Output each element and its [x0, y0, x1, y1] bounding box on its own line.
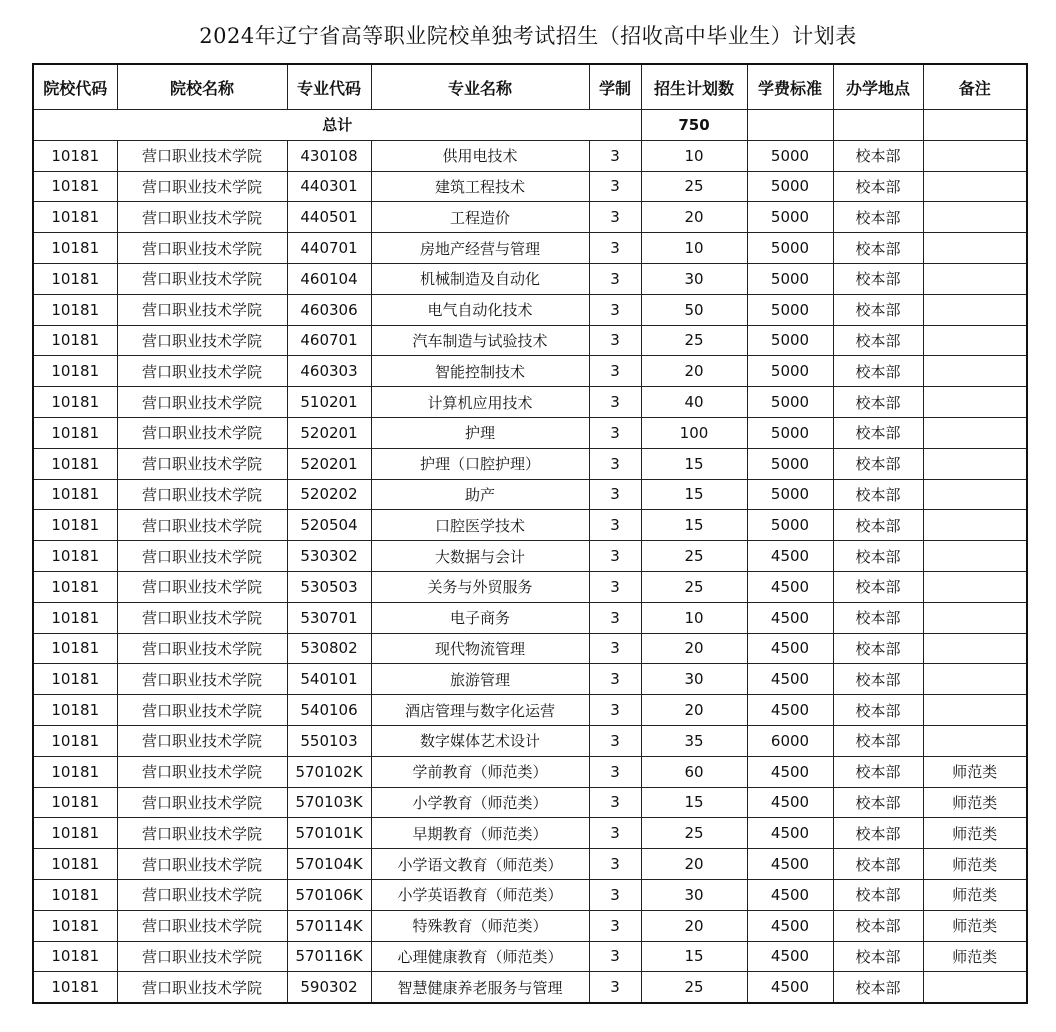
cell-plan-count: 25: [641, 541, 747, 572]
cell-remarks: [923, 695, 1027, 726]
cell-major-name: 建筑工程技术: [371, 171, 589, 202]
cell-major-code: 570101K: [287, 818, 371, 849]
table-row: [33, 756, 1027, 787]
cell-school-name: 营口职业技术学院: [117, 263, 287, 294]
cell-location: 校本部: [833, 171, 923, 202]
cell-duration: 3: [589, 202, 641, 233]
cell-major-name: 智能控制技术: [371, 356, 589, 387]
cell-school-code: 10181: [33, 849, 117, 880]
cell-remarks: [923, 233, 1027, 264]
cell-plan-count: 35: [641, 725, 747, 756]
cell-duration: 3: [589, 633, 641, 664]
cell-location: 校本部: [833, 325, 923, 356]
cell-school-name: 营口职业技术学院: [117, 879, 287, 910]
cell-major-code: 510201: [287, 387, 371, 418]
cell-duration: 3: [589, 787, 641, 818]
cell-major-code: 540106: [287, 695, 371, 726]
cell-school-name: 营口职业技术学院: [117, 695, 287, 726]
table-row: [33, 633, 1027, 664]
cell-tuition: 4500: [747, 787, 833, 818]
cell-major-name: 汽车制造与试验技术: [371, 325, 589, 356]
cell-major-code: 570104K: [287, 849, 371, 880]
table-row: [33, 263, 1027, 294]
cell-duration: 3: [589, 479, 641, 510]
cell-school-name: 营口职业技术学院: [117, 325, 287, 356]
cell-remarks: [923, 448, 1027, 479]
cell-school-name: 营口职业技术学院: [117, 541, 287, 572]
cell-school-name: 营口职业技术学院: [117, 633, 287, 664]
cell-location: 校本部: [833, 263, 923, 294]
cell-duration: 3: [589, 818, 641, 849]
cell-plan-count: 60: [641, 756, 747, 787]
cell-location: 校本部: [833, 756, 923, 787]
cell-location: 校本部: [833, 387, 923, 418]
cell-plan-count: 15: [641, 510, 747, 541]
cell-major-name: 学前教育（师范类）: [371, 756, 589, 787]
cell-major-name: 电气自动化技术: [371, 294, 589, 325]
cell-duration: 3: [589, 325, 641, 356]
cell-plan-count: 40: [641, 387, 747, 418]
cell-school-code: 10181: [33, 941, 117, 972]
cell-school-name: 营口职业技术学院: [117, 818, 287, 849]
cell-duration: 3: [589, 972, 641, 1003]
cell-duration: 3: [589, 695, 641, 726]
cell-remarks: [923, 325, 1027, 356]
total-empty-cell: [923, 110, 1027, 141]
cell-school-code: 10181: [33, 633, 117, 664]
cell-remarks: [923, 417, 1027, 448]
cell-major-code: 520504: [287, 510, 371, 541]
cell-major-code: 460306: [287, 294, 371, 325]
cell-remarks: [923, 725, 1027, 756]
cell-location: 校本部: [833, 356, 923, 387]
cell-remarks: [923, 633, 1027, 664]
cell-tuition: 5000: [747, 171, 833, 202]
cell-major-name: 现代物流管理: [371, 633, 589, 664]
cell-tuition: 5000: [747, 325, 833, 356]
cell-remarks: 师范类: [923, 910, 1027, 941]
cell-major-name: 关务与外贸服务: [371, 571, 589, 602]
cell-location: 校本部: [833, 972, 923, 1003]
cell-remarks: [923, 356, 1027, 387]
cell-tuition: 4500: [747, 910, 833, 941]
cell-school-name: 营口职业技术学院: [117, 602, 287, 633]
cell-school-name: 营口职业技术学院: [117, 725, 287, 756]
cell-location: 校本部: [833, 294, 923, 325]
cell-location: 校本部: [833, 664, 923, 695]
cell-duration: 3: [589, 263, 641, 294]
cell-remarks: [923, 664, 1027, 695]
cell-remarks: [923, 602, 1027, 633]
cell-school-code: 10181: [33, 725, 117, 756]
table-row: [33, 571, 1027, 602]
cell-major-name: 小学教育（师范类）: [371, 787, 589, 818]
cell-plan-count: 25: [641, 818, 747, 849]
cell-location: 校本部: [833, 879, 923, 910]
cell-location: 校本部: [833, 541, 923, 572]
cell-tuition: 4500: [747, 849, 833, 880]
header-remarks: 备注: [923, 64, 1027, 110]
cell-major-code: 440701: [287, 233, 371, 264]
cell-location: 校本部: [833, 941, 923, 972]
cell-school-code: 10181: [33, 140, 117, 171]
cell-tuition: 5000: [747, 479, 833, 510]
cell-school-name: 营口职业技术学院: [117, 387, 287, 418]
cell-plan-count: 25: [641, 571, 747, 602]
cell-tuition: 5000: [747, 510, 833, 541]
table-row: [33, 510, 1027, 541]
cell-school-name: 营口职业技术学院: [117, 202, 287, 233]
cell-tuition: 4500: [747, 756, 833, 787]
cell-major-code: 460104: [287, 263, 371, 294]
cell-school-code: 10181: [33, 602, 117, 633]
cell-duration: 3: [589, 910, 641, 941]
cell-major-code: 530802: [287, 633, 371, 664]
cell-location: 校本部: [833, 140, 923, 171]
table-row: [33, 695, 1027, 726]
cell-plan-count: 25: [641, 972, 747, 1003]
total-value: 750: [641, 110, 747, 141]
cell-location: 校本部: [833, 818, 923, 849]
cell-tuition: 6000: [747, 725, 833, 756]
total-row: [33, 110, 1027, 141]
cell-school-code: 10181: [33, 202, 117, 233]
cell-tuition: 4500: [747, 879, 833, 910]
cell-major-code: 570114K: [287, 910, 371, 941]
cell-remarks: [923, 541, 1027, 572]
header-major-code: 专业代码: [287, 64, 371, 110]
cell-tuition: 4500: [747, 818, 833, 849]
cell-tuition: 4500: [747, 664, 833, 695]
cell-tuition: 5000: [747, 417, 833, 448]
cell-school-name: 营口职业技术学院: [117, 972, 287, 1003]
cell-school-code: 10181: [33, 448, 117, 479]
cell-major-code: 430108: [287, 140, 371, 171]
cell-remarks: 师范类: [923, 849, 1027, 880]
cell-remarks: 师范类: [923, 756, 1027, 787]
cell-major-name: 口腔医学技术: [371, 510, 589, 541]
cell-major-code: 460701: [287, 325, 371, 356]
cell-school-code: 10181: [33, 263, 117, 294]
cell-duration: 3: [589, 387, 641, 418]
enrollment-plan-table: [32, 63, 1028, 1004]
cell-plan-count: 10: [641, 233, 747, 264]
cell-duration: 3: [589, 725, 641, 756]
cell-major-name: 供用电技术: [371, 140, 589, 171]
cell-major-name: 酒店管理与数字化运营: [371, 695, 589, 726]
cell-tuition: 4500: [747, 602, 833, 633]
cell-school-name: 营口职业技术学院: [117, 571, 287, 602]
cell-location: 校本部: [833, 910, 923, 941]
cell-major-code: 570116K: [287, 941, 371, 972]
cell-remarks: [923, 479, 1027, 510]
cell-plan-count: 20: [641, 633, 747, 664]
header-duration: 学制: [589, 64, 641, 110]
cell-plan-count: 20: [641, 849, 747, 880]
cell-school-code: 10181: [33, 879, 117, 910]
cell-remarks: [923, 140, 1027, 171]
cell-major-code: 520201: [287, 448, 371, 479]
cell-duration: 3: [589, 879, 641, 910]
header-major-name: 专业名称: [371, 64, 589, 110]
cell-tuition: 5000: [747, 263, 833, 294]
total-label: 总计: [33, 110, 641, 141]
table-row: [33, 972, 1027, 1003]
cell-school-code: 10181: [33, 756, 117, 787]
table-row: [33, 387, 1027, 418]
cell-major-name: 智慧健康养老服务与管理: [371, 972, 589, 1003]
cell-location: 校本部: [833, 202, 923, 233]
cell-major-name: 工程造价: [371, 202, 589, 233]
cell-school-code: 10181: [33, 695, 117, 726]
cell-school-name: 营口职业技术学院: [117, 448, 287, 479]
table-row: [33, 448, 1027, 479]
table-row: [33, 233, 1027, 264]
cell-remarks: [923, 510, 1027, 541]
cell-major-code: 520201: [287, 417, 371, 448]
cell-plan-count: 15: [641, 941, 747, 972]
cell-tuition: 5000: [747, 294, 833, 325]
cell-location: 校本部: [833, 571, 923, 602]
cell-tuition: 4500: [747, 633, 833, 664]
cell-school-code: 10181: [33, 356, 117, 387]
cell-major-code: 570103K: [287, 787, 371, 818]
cell-plan-count: 10: [641, 140, 747, 171]
cell-school-code: 10181: [33, 910, 117, 941]
cell-school-name: 营口职业技术学院: [117, 941, 287, 972]
cell-school-code: 10181: [33, 171, 117, 202]
cell-school-code: 10181: [33, 325, 117, 356]
cell-major-name: 数字媒体艺术设计: [371, 725, 589, 756]
cell-remarks: [923, 387, 1027, 418]
cell-major-name: 早期教育（师范类）: [371, 818, 589, 849]
cell-tuition: 5000: [747, 448, 833, 479]
cell-remarks: [923, 972, 1027, 1003]
cell-location: 校本部: [833, 602, 923, 633]
cell-tuition: 4500: [747, 972, 833, 1003]
cell-major-name: 特殊教育（师范类）: [371, 910, 589, 941]
table-row: [33, 171, 1027, 202]
cell-major-name: 心理健康教育（师范类）: [371, 941, 589, 972]
cell-major-code: 590302: [287, 972, 371, 1003]
cell-remarks: [923, 263, 1027, 294]
header-location: 办学地点: [833, 64, 923, 110]
table-row: [33, 664, 1027, 695]
cell-plan-count: 15: [641, 787, 747, 818]
cell-tuition: 5000: [747, 356, 833, 387]
cell-tuition: 4500: [747, 941, 833, 972]
cell-school-name: 营口职业技术学院: [117, 171, 287, 202]
cell-school-code: 10181: [33, 233, 117, 264]
cell-location: 校本部: [833, 233, 923, 264]
cell-location: 校本部: [833, 510, 923, 541]
cell-school-code: 10181: [33, 571, 117, 602]
cell-school-name: 营口职业技术学院: [117, 294, 287, 325]
cell-plan-count: 30: [641, 879, 747, 910]
cell-school-code: 10181: [33, 972, 117, 1003]
cell-tuition: 4500: [747, 541, 833, 572]
cell-major-code: 440501: [287, 202, 371, 233]
cell-duration: 3: [589, 448, 641, 479]
table-row: [33, 417, 1027, 448]
cell-major-code: 540101: [287, 664, 371, 695]
table-row: [33, 910, 1027, 941]
cell-duration: 3: [589, 541, 641, 572]
cell-school-name: 营口职业技术学院: [117, 479, 287, 510]
cell-major-name: 电子商务: [371, 602, 589, 633]
cell-plan-count: 20: [641, 202, 747, 233]
cell-tuition: 4500: [747, 571, 833, 602]
cell-major-code: 550103: [287, 725, 371, 756]
cell-duration: 3: [589, 756, 641, 787]
cell-duration: 3: [589, 510, 641, 541]
cell-duration: 3: [589, 571, 641, 602]
cell-plan-count: 30: [641, 664, 747, 695]
cell-major-name: 小学语文教育（师范类）: [371, 849, 589, 880]
cell-duration: 3: [589, 417, 641, 448]
cell-remarks: 师范类: [923, 787, 1027, 818]
cell-school-code: 10181: [33, 479, 117, 510]
cell-major-name: 护理: [371, 417, 589, 448]
cell-location: 校本部: [833, 849, 923, 880]
table-row: [33, 849, 1027, 880]
cell-remarks: 师范类: [923, 941, 1027, 972]
table-row: [33, 202, 1027, 233]
table-row: [33, 325, 1027, 356]
table-row: [33, 541, 1027, 572]
cell-plan-count: 50: [641, 294, 747, 325]
cell-plan-count: 20: [641, 910, 747, 941]
cell-major-name: 房地产经营与管理: [371, 233, 589, 264]
header-row: [33, 64, 1027, 110]
cell-school-code: 10181: [33, 510, 117, 541]
cell-major-name: 助产: [371, 479, 589, 510]
cell-major-code: 520202: [287, 479, 371, 510]
cell-major-code: 530302: [287, 541, 371, 572]
table-row: [33, 479, 1027, 510]
table-row: [33, 294, 1027, 325]
cell-school-name: 营口职业技术学院: [117, 417, 287, 448]
cell-major-code: 530701: [287, 602, 371, 633]
cell-tuition: 5000: [747, 233, 833, 264]
cell-tuition: 4500: [747, 695, 833, 726]
table-row: [33, 941, 1027, 972]
cell-location: 校本部: [833, 695, 923, 726]
cell-school-name: 营口职业技术学院: [117, 849, 287, 880]
cell-duration: 3: [589, 941, 641, 972]
cell-remarks: [923, 202, 1027, 233]
cell-major-code: 570106K: [287, 879, 371, 910]
cell-school-code: 10181: [33, 387, 117, 418]
cell-plan-count: 20: [641, 695, 747, 726]
cell-school-name: 营口职业技术学院: [117, 356, 287, 387]
cell-school-name: 营口职业技术学院: [117, 910, 287, 941]
cell-major-name: 大数据与会计: [371, 541, 589, 572]
cell-tuition: 5000: [747, 140, 833, 171]
cell-major-name: 旅游管理: [371, 664, 589, 695]
cell-major-name: 机械制造及自动化: [371, 263, 589, 294]
cell-school-name: 营口职业技术学院: [117, 233, 287, 264]
cell-plan-count: 100: [641, 417, 747, 448]
cell-location: 校本部: [833, 633, 923, 664]
cell-duration: 3: [589, 602, 641, 633]
cell-major-code: 570102K: [287, 756, 371, 787]
cell-plan-count: 15: [641, 479, 747, 510]
cell-tuition: 5000: [747, 202, 833, 233]
table-row: [33, 818, 1027, 849]
header-school-name: 院校名称: [117, 64, 287, 110]
total-empty-cell: [747, 110, 833, 141]
cell-school-code: 10181: [33, 664, 117, 695]
cell-location: 校本部: [833, 417, 923, 448]
table-row: [33, 787, 1027, 818]
cell-plan-count: 30: [641, 263, 747, 294]
cell-duration: 3: [589, 356, 641, 387]
cell-duration: 3: [589, 140, 641, 171]
cell-plan-count: 25: [641, 325, 747, 356]
cell-plan-count: 20: [641, 356, 747, 387]
cell-school-name: 营口职业技术学院: [117, 664, 287, 695]
total-empty-cell: [833, 110, 923, 141]
header-plan-count: 招生计划数: [641, 64, 747, 110]
cell-plan-count: 25: [641, 171, 747, 202]
cell-remarks: [923, 571, 1027, 602]
cell-plan-count: 10: [641, 602, 747, 633]
cell-duration: 3: [589, 171, 641, 202]
cell-school-code: 10181: [33, 294, 117, 325]
cell-remarks: [923, 294, 1027, 325]
cell-duration: 3: [589, 849, 641, 880]
header-tuition: 学费标准: [747, 64, 833, 110]
table-row: [33, 725, 1027, 756]
cell-major-code: 460303: [287, 356, 371, 387]
cell-location: 校本部: [833, 725, 923, 756]
cell-school-code: 10181: [33, 818, 117, 849]
table-row: [33, 879, 1027, 910]
table-row: [33, 140, 1027, 171]
cell-major-code: 530503: [287, 571, 371, 602]
cell-major-code: 440301: [287, 171, 371, 202]
cell-remarks: 师范类: [923, 879, 1027, 910]
table-row: [33, 356, 1027, 387]
cell-school-code: 10181: [33, 787, 117, 818]
cell-remarks: [923, 171, 1027, 202]
cell-major-name: 计算机应用技术: [371, 387, 589, 418]
cell-school-name: 营口职业技术学院: [117, 756, 287, 787]
page-title: 2024年辽宁省高等职业院校单独考试招生（招收高中毕业生）计划表: [199, 24, 857, 48]
cell-remarks: 师范类: [923, 818, 1027, 849]
cell-location: 校本部: [833, 479, 923, 510]
table-row: [33, 602, 1027, 633]
cell-major-name: 小学英语教育（师范类）: [371, 879, 589, 910]
cell-major-name: 护理（口腔护理）: [371, 448, 589, 479]
cell-school-name: 营口职业技术学院: [117, 140, 287, 171]
header-school-code: 院校代码: [33, 64, 117, 110]
cell-school-code: 10181: [33, 417, 117, 448]
cell-tuition: 5000: [747, 387, 833, 418]
cell-duration: 3: [589, 294, 641, 325]
cell-duration: 3: [589, 664, 641, 695]
cell-duration: 3: [589, 233, 641, 264]
cell-location: 校本部: [833, 787, 923, 818]
cell-school-name: 营口职业技术学院: [117, 787, 287, 818]
cell-school-name: 营口职业技术学院: [117, 510, 287, 541]
cell-school-code: 10181: [33, 541, 117, 572]
cell-location: 校本部: [833, 448, 923, 479]
cell-plan-count: 15: [641, 448, 747, 479]
